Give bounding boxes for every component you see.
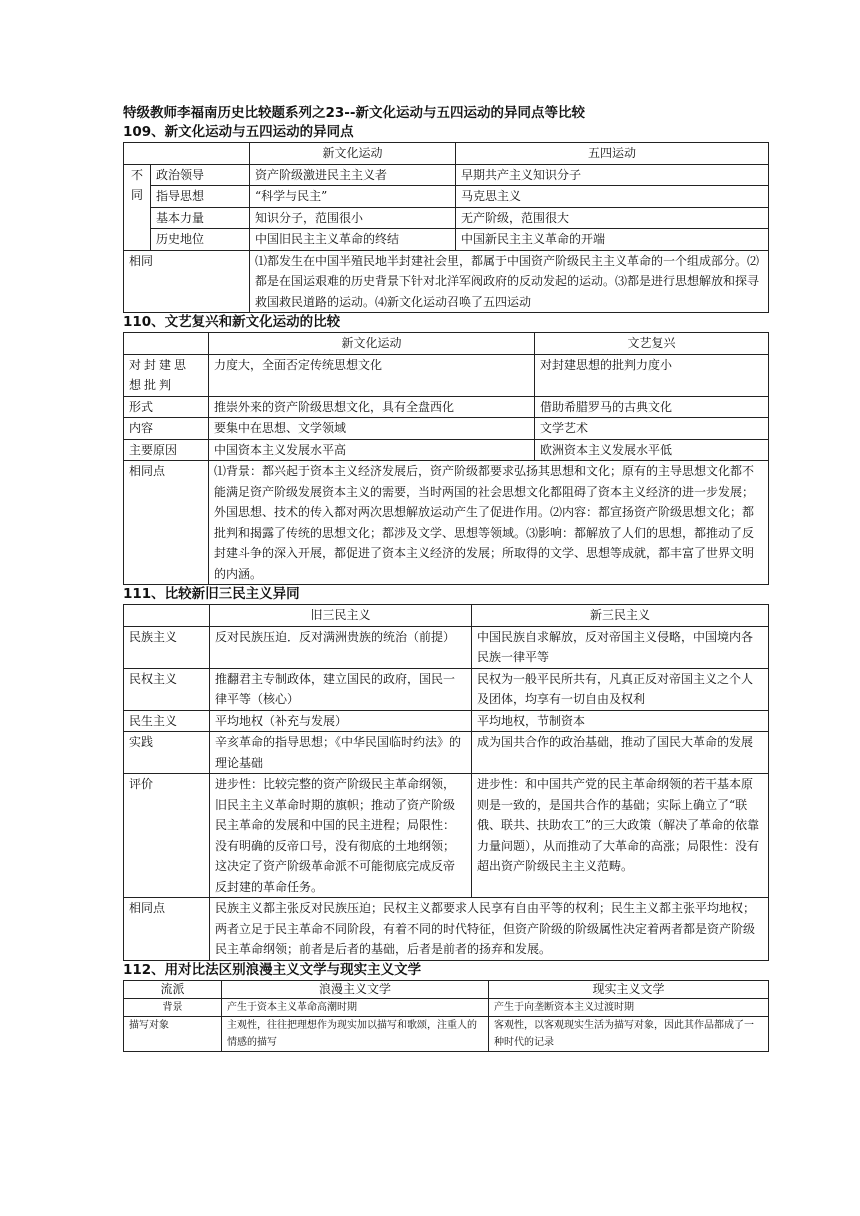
cell: ⑴都发生在中国半殖民地半封建社会里，都属于中国资产阶级民主主义革命的一个组成部分。⑵都是在国运艰难的历史背景下针对北洋军阀政府的反动发起的运动。⑶都是进行思想解放和探寻救国救民道路的运动。⑷新文化运动召唤了五四运动 xyxy=(250,250,769,313)
section-112-heading: 112、用对比法区别浪漫主义文学与现实主义文学 xyxy=(123,961,422,978)
row-label: 相同 xyxy=(124,250,250,313)
cell: 民权为一般平民所共有，凡真正反对帝国主义之个人及团体，均享有一切自由及权利 xyxy=(472,668,769,710)
cell: 推崇外来的资产阶级思想文化，具有全盘西化 xyxy=(209,396,535,418)
section-110-heading: 110、文艺复兴和新文化运动的比较 xyxy=(123,314,341,330)
section-111-heading: 111、比较新旧三民主义异同 xyxy=(123,586,300,602)
cell: 力度大，全面否定传统思想文化 xyxy=(209,354,535,396)
cell: 产生于向垄断资本主义过渡时期 xyxy=(489,998,769,1016)
row-label: 描写对象 xyxy=(124,1016,222,1051)
row-label: 相同点 xyxy=(124,461,209,585)
table-111 xyxy=(123,604,769,961)
cell: 产生于资本主义革命高潮时期 xyxy=(222,998,489,1016)
cell: 中国资本主义发展水平高 xyxy=(209,439,535,461)
cell: 要集中在思想、文学领域 xyxy=(209,418,535,440)
cell: 马克思主义 xyxy=(456,186,769,208)
cell: 辛亥革命的指导思想；《中华民国临时约法》的理论基础 xyxy=(210,732,472,774)
row-label: 背景 xyxy=(124,998,222,1016)
col-header: 新三民主义 xyxy=(472,605,769,627)
cell: 欧洲资本主义发展水平低 xyxy=(535,439,769,461)
document-title: 特级教师李福南历史比较题系列之23--新文化运动与五四运动的异同点等比较 xyxy=(123,105,585,121)
col-header: 流派 xyxy=(124,980,222,998)
row-label: 内容 xyxy=(124,418,209,440)
cell: 中国旧民主主义革命的终结 xyxy=(250,229,456,251)
cell: 反对民族压迫．反对满洲贵族的统治（前提） xyxy=(210,626,472,668)
row-label: 主要原因 xyxy=(124,439,209,461)
cell: 推翻君主专制政体，建立国民的政府，国民一律平等（核心） xyxy=(210,668,472,710)
row-label: 对封建思想批判 xyxy=(124,354,209,396)
table-109 xyxy=(123,142,769,313)
cell: 早期共产主义知识分子 xyxy=(456,164,769,186)
col-header: 新文化运动 xyxy=(250,143,456,165)
cell: ⑴背景：都兴起于资本主义经济发展后，资产阶级都要求弘扬其思想和文化；原有的主导思想文化都不能满足资产阶级发展资本主义的需要，当时两国的社会思想文化都阻碍了资本主义经济的进一步发展；外国思想、技术的传入都对两次思想解放运动产生了促进作用。⑵内容：都宣扬资产阶级思想文化；都批判和揭露了传统的思想文化；都涉及文学、思想等领域。⑶影响：都解放了人们的思想，都推动了反封建斗争的深入开展，都促进了资本主义经济的发展；所取得的文学、思想等成就，都丰富了世界文明的内涵。 xyxy=(209,461,769,585)
cell: 平均地权（补充与发展） xyxy=(210,710,472,732)
row-label: 评价 xyxy=(124,774,210,898)
cell: 知识分子，范围很小 xyxy=(250,207,456,229)
cell: 无产阶级，范围很大 xyxy=(456,207,769,229)
col-header: 现实主义文学 xyxy=(489,980,769,998)
cell: “科学与民主” xyxy=(250,186,456,208)
col-header: 旧三民主义 xyxy=(210,605,472,627)
cell: 资产阶级激进民主主义者 xyxy=(250,164,456,186)
cell: 中国民族自求解放，反对帝国主义侵略，中国境内各民族一律平等 xyxy=(472,626,769,668)
cell: 借助希腊罗马的古典文化 xyxy=(535,396,769,418)
col-header: 新文化运动 xyxy=(209,333,535,355)
row-label: 民权主义 xyxy=(124,668,210,710)
row-label: 基本力量 xyxy=(151,207,250,229)
row-label: 政治领导 xyxy=(151,164,250,186)
cell: 客观性，以客观现实生活为描写对象，因此其作品都成了一种时代的记录 xyxy=(489,1016,769,1051)
cell: 民族主义都主张反对民族压迫；民权主义都要求人民享有自由平等的权利；民生主义都主张平均地权；两者立足于民主革命不同阶段，有着不同的时代特征，但资产阶级的阶级属性决定着两者都是资产阶级民主革命纲领；前者是后者的基础，后者是前者的扬弃和发展。 xyxy=(210,898,769,961)
section-109-heading: 109、新文化运动与五四运动的异同点 xyxy=(123,124,354,140)
cell: 进步性：比较完整的资产阶级民主革命纲领，旧民主主义革命时期的旗帜；推动了资产阶级民主革命的发展和中国的民主进程；局限性：没有明确的反帝口号，没有彻底的土地纲领；这决定了资产阶级革命派不可能彻底完成反帝反封建的革命任务。 xyxy=(210,774,472,898)
col-header: 五四运动 xyxy=(456,143,769,165)
row-group-label: 不同 xyxy=(124,164,151,250)
col-header: 浪漫主义文学 xyxy=(222,980,489,998)
row-label: 相同点 xyxy=(124,898,210,961)
table-112 xyxy=(123,980,769,1052)
row-label: 民族主义 xyxy=(124,626,210,668)
cell: 中国新民主主义革命的开端 xyxy=(456,229,769,251)
cell: 进步性：和中国共产党的民主革命纲领的若干基本原则是一致的，是国共合作的基础；实际上确立了“联俄、联共、扶助农工”的三大政策（解决了革命的依靠力量问题），从而推动了大革命的高涨；局限性：没有超出资产阶级民主主义范畴。 xyxy=(472,774,769,898)
row-label: 历史地位 xyxy=(151,229,250,251)
row-label: 民生主义 xyxy=(124,710,210,732)
cell: 对封建思想的批判力度小 xyxy=(535,354,769,396)
cell: 主观性，往往把理想作为现实加以描写和歌颂，注重人的情感的描写 xyxy=(222,1016,489,1051)
table-110 xyxy=(123,332,769,585)
col-header: 文艺复兴 xyxy=(535,333,769,355)
cell: 成为国共合作的政治基础，推动了国民大革命的发展 xyxy=(472,732,769,774)
row-label: 实践 xyxy=(124,732,210,774)
cell: 文学艺术 xyxy=(535,418,769,440)
row-label: 指导思想 xyxy=(151,186,250,208)
row-label: 形式 xyxy=(124,396,209,418)
document xyxy=(123,104,769,1052)
cell: 平均地权，节制资本 xyxy=(472,710,769,732)
